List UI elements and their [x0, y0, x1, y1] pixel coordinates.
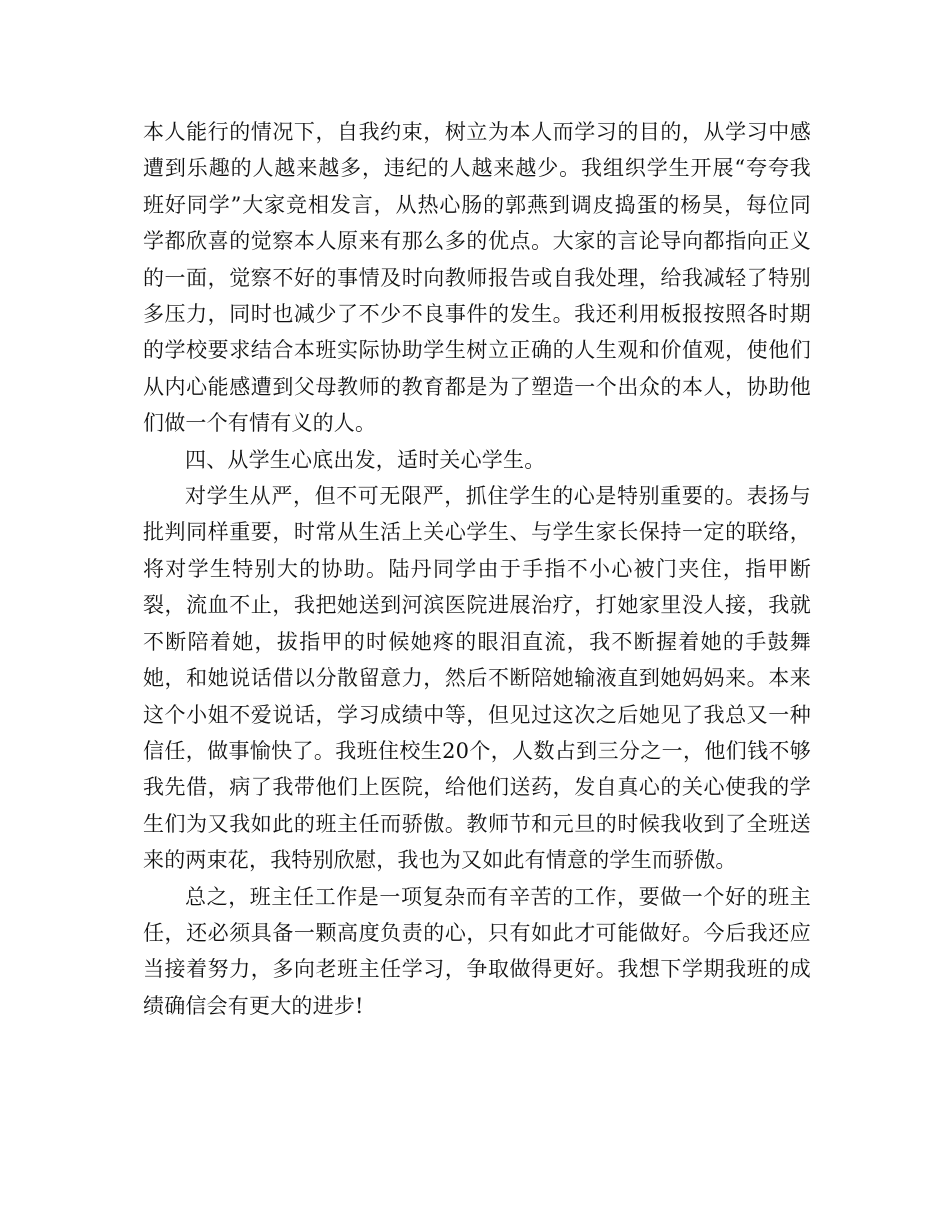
- paragraph-3: 对学生从严，但不可无限严，抓住学生的心是特别重要的。表扬与批判同样重要，时常从生活上关心学生、与学生家长保持一定的联络，将对学生特别大的协助。陆丹同学由于手指不小心被门夹住，指甲断裂，流血不止，我把她送到河滨医院进展治疗，打她家里没人接，我就不断陪着她，拔指甲的时候她疼的眼泪直流，我不断握着她的手鼓舞她，和她说话借以分散留意力，然后不断陪她输液直到她妈妈来。本来这个小姐不爱说话，学习成绩中等，但见过这次之后她见了我总又一种信任，做事愉快了。我班住校生20个，人数占到三分之一，他们钱不够我先借，病了我带他们上医院，给他们送药，发自真心的关心使我的学生们为又我如此的班主任而骄傲。教师节和元旦的时候我收到了全班送来的两束花，我特别欣慰，我也为又如此有情意的学生而骄傲。: [143, 484, 811, 873]
- document-body: [143, 114, 811, 1024]
- paragraph-4: 总之，班主任工作是一项复杂而有辛苦的工作，要做一个好的班主任，还必须具备一颗高度负责的心，只有如此才可能做好。今后我还应当接着努力，多向老班主任学习，争取做得更好。我想下学期我班的成绩确信会有更大的进步!: [143, 884, 811, 1018]
- paragraph-1: 本人能行的情况下，自我约束，树立为本人而学习的目的，从学习中感遭到乐趣的人越来越多，违纪的人越来越少。我组织学生开展“夸夸我班好同学”大家竞相发言，从热心肠的郭燕到调皮捣蛋的杨昊，每位同学都欣喜的觉察本人原来有那么多的优点。大家的言论导向都指向正义的一面，觉察不好的事情及时向教师报告或自我处理，给我减轻了特别多压力，同时也减少了不少不良事件的发生。我还利用板报按照各时期的学校要求结合本班实际协助学生树立正确的人生观和价值观，使他们从内心能感遭到父母教师的教育都是为了塑造一个出众的本人，协助他们做一个有情有义的人。: [143, 120, 811, 436]
- paragraph-2-heading: 四、从学生心底出发，适时关心学生。: [185, 447, 546, 472]
